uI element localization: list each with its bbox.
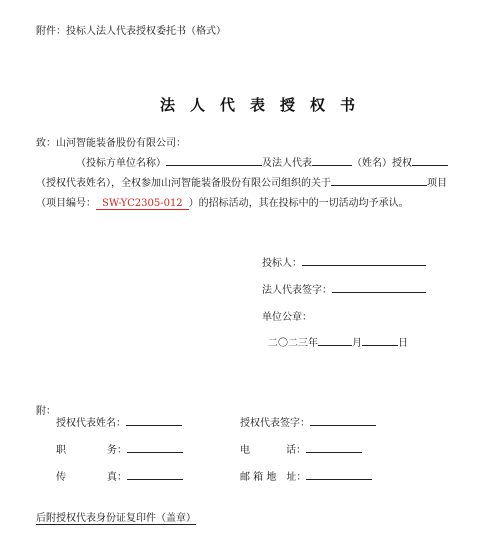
project-code-label: （项目编号： <box>36 198 96 209</box>
closing-phrase: ）的招标活动，其在投标中的一切活动均予承认。 <box>188 198 409 209</box>
body-line-1 <box>76 154 448 169</box>
position-label-2: 务： <box>107 445 127 456</box>
address-row <box>240 468 372 483</box>
attachment-note: 附件：投标人法人代表授权委托书（格式） <box>36 26 226 37</box>
phone-label-2: 话： <box>286 445 306 456</box>
fax-label-1: 传 <box>56 472 66 483</box>
title-char-1: 法 <box>160 96 176 114</box>
rep-name-blank <box>126 414 182 426</box>
legal-rep-label: 及法人代表 <box>262 158 312 169</box>
bidder-label: 投标人： <box>262 258 302 269</box>
date-year: 二〇二三年 <box>268 338 318 349</box>
bidder-blank <box>302 254 426 266</box>
project-label: 项目 <box>427 178 447 189</box>
unit-name-label: （投标方单位名称） <box>76 158 166 169</box>
title-char-5: 授 <box>280 96 296 114</box>
title-char-4: 表 <box>250 96 266 114</box>
unit-name-blank <box>166 154 262 166</box>
authorize-blank <box>412 154 448 166</box>
appendix-label: 附： <box>36 406 56 417</box>
rep-sign-row <box>240 414 376 429</box>
rep-sign-blank <box>310 414 376 426</box>
position-label-1: 职 <box>56 445 66 456</box>
month-blank <box>318 334 352 346</box>
position-row <box>107 441 183 456</box>
fax-blank <box>127 468 183 480</box>
footer-note: 后附授权代表身份证复印件（盖章） <box>36 509 196 525</box>
address-label: 邮 箱 地 址： <box>240 472 307 483</box>
date-month: 月 <box>352 338 362 349</box>
rep-name-row <box>56 414 182 429</box>
title-char-7: 书 <box>340 96 356 114</box>
title-char-6: 权 <box>310 96 326 114</box>
address-blank <box>306 468 372 480</box>
rep-name-label: 授权代表姓名： <box>56 418 126 429</box>
project-blank <box>331 174 427 186</box>
seal-label: 单位公章： <box>262 312 312 323</box>
fax-label-2: 真： <box>107 472 127 483</box>
position-blank <box>127 441 183 453</box>
bidder-row <box>262 254 426 269</box>
authorize-label: （姓名）授权 <box>352 158 412 169</box>
title-char-2: 人 <box>190 96 206 114</box>
fax-row <box>107 468 183 483</box>
date-row <box>268 334 408 349</box>
phone-label-1: 电 <box>240 445 250 456</box>
legal-rep-sign-label: 法人代表签字： <box>262 285 332 296</box>
rep-name-phrase: （授权代表姓名），全权参加山河智能装备股份有限公司组织的关于 <box>36 178 331 189</box>
body-line-3 <box>36 194 409 209</box>
legal-rep-blank <box>312 154 352 166</box>
body-line-2 <box>36 174 447 189</box>
day-blank <box>362 334 398 346</box>
rep-sign-label: 授权代表签字： <box>240 418 310 429</box>
salutation: 致：山河智能装备股份有限公司： <box>36 138 186 149</box>
legal-rep-sign-blank <box>332 281 426 293</box>
phone-blank <box>306 441 362 453</box>
project-code: SW-YC2305-012 <box>96 198 189 210</box>
title-char-3: 代 <box>220 96 236 114</box>
date-day: 日 <box>398 338 408 349</box>
phone-row <box>286 441 362 456</box>
legal-rep-sign-row <box>262 281 426 296</box>
